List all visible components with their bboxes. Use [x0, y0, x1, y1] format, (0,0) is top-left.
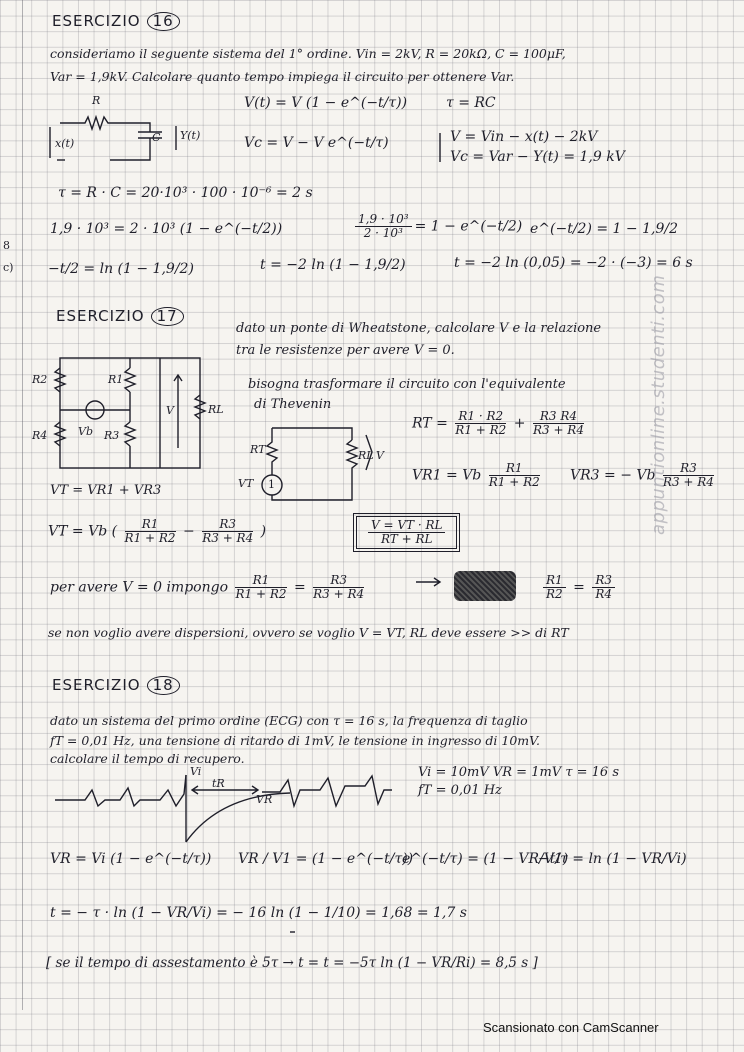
- fraction: [455, 410, 506, 437]
- eq-line1a: 1,9 · 10³ = 2 · 10³ (1 − e^(−t/2)): [50, 221, 283, 237]
- vr3-label: VR3 = − Vb: [570, 467, 656, 484]
- label-r4: R4: [32, 429, 48, 442]
- scanner-footer: Scansionato con CamScanner: [483, 1020, 659, 1035]
- eq-vt: VT = Vb ( $\frac{R1}{R1 + R2}$ − $\frac{R3}{R3 + R4}$ ): [48, 517, 267, 546]
- eq-v-boxed: [356, 516, 457, 549]
- eq-final: [ se il tempo di assestamento è 5τ → t = t = −5τ ln (1 − VR/Ri) = 8,5 s ]: [46, 955, 538, 971]
- label-rl-thevenin: RL: [358, 449, 374, 462]
- label-rl: RL: [208, 403, 224, 416]
- exercise-number: 18: [147, 676, 180, 695]
- eq-condition-result: $\frac{R1}{R2}$ = $\frac{R3}{R4}$: [540, 574, 618, 601]
- fraction: [592, 574, 615, 601]
- ex17-text-line2: tra le resistenze per avere V = 0.: [236, 343, 455, 358]
- margin-note-a: 8: [3, 239, 10, 252]
- numerator: R3: [663, 462, 714, 476]
- eq-vt: V(t) = V (1 − e^(−t/τ)): [244, 95, 408, 111]
- label-v: V: [166, 404, 174, 417]
- rt-label: RT =: [412, 415, 448, 432]
- eq-a: VR = Vi (1 − e^(−t/τ)): [50, 851, 212, 867]
- ex18-given2: fT = 0,01 Hz: [418, 783, 502, 798]
- label-r: R: [92, 94, 101, 107]
- label-vb: Vb: [78, 425, 93, 438]
- eq-rest: = 1 − e^(−t/2): [414, 218, 523, 235]
- fraction: [663, 462, 714, 489]
- eq-vr3: [570, 462, 717, 489]
- label-r2: R2: [32, 373, 48, 386]
- exercise-number: 16: [147, 12, 180, 31]
- label-r1: R1: [108, 373, 124, 386]
- numerator: R3 R4: [533, 410, 584, 424]
- eq-condition: per avere V = 0 impongo $\frac{R1}{R1 + R2}$ = $\frac{R3}{R3 + R4}$: [50, 573, 365, 602]
- fraction: [313, 574, 364, 601]
- eq-line1c: e^(−t/2) = 1 − 1,9/2: [530, 221, 678, 237]
- denominator: R3 + R4: [202, 531, 254, 546]
- fraction: [489, 462, 540, 489]
- denominator: R3 + R4: [532, 423, 584, 438]
- denominator: R1 + R2: [235, 587, 287, 602]
- exercise-18-title: [52, 676, 180, 695]
- numerator: R3: [313, 574, 364, 588]
- ex17-text-line3: bisogna trasformare il circuito con l'equivalente: [248, 377, 566, 392]
- eq-line2b: t = −2 ln (1 − 1,9/2): [260, 257, 406, 273]
- vr1-label: VR1 = Vb: [412, 467, 482, 484]
- condition-text: per avere V = 0 impongo: [50, 579, 229, 596]
- ex18-text-line3: calcolare il tempo di recupero.: [50, 751, 245, 766]
- eq-v: V = Vin − x(t) − 2kV: [450, 129, 598, 145]
- eq-line2c: t = −2 ln (0,05) = −2 · (−3) = 6 s: [454, 255, 693, 271]
- denominator: R1 + R2: [124, 531, 176, 546]
- denominator: R2: [546, 587, 563, 602]
- label-yt: Y(t): [180, 129, 201, 142]
- eq-vc: Vc = V − V e^(−t/τ): [244, 135, 389, 151]
- ex17-text-line1: dato un ponte di Wheatstone, calcolare V e la relazione: [236, 321, 602, 336]
- denominator: RT + RL: [380, 532, 433, 547]
- denominator: R1 + R2: [455, 423, 507, 438]
- wheatstone-bridge: [55, 358, 205, 468]
- numerator: R3: [592, 574, 615, 588]
- watermark: appuntionline.studenti.com: [648, 274, 669, 535]
- fraction: [125, 518, 176, 545]
- label-v-thevenin: V: [376, 449, 384, 462]
- eq-t: t = − τ · ln (1 − VR/Vi) = − 16 ln (1 − 1/10) = 1,68 = 1,7 s: [50, 905, 467, 921]
- eq-line1b: [352, 213, 522, 240]
- ex17-text-line4: di Thevenin: [254, 397, 332, 412]
- denominator: R3 + R4: [313, 587, 365, 602]
- eq-vr1: [412, 462, 543, 489]
- numerator: 1,9 · 10³: [355, 213, 412, 227]
- label-vt: VT: [238, 477, 254, 490]
- numerator: R1: [235, 574, 286, 588]
- ex17-note: se non voglio avere dispersioni, ovvero se voglio V = VT, RL deve essere >> di RT: [48, 625, 569, 640]
- exercise-title-text: ESERCIZIO: [56, 307, 145, 325]
- label-vr: VR: [256, 793, 273, 806]
- ex16-text-line1: consideriamo il seguente sistema del 1° ordine. Vin = 2kV, R = 20kΩ, C = 100μF,: [50, 46, 566, 61]
- exercise-title-text: ESERCIZIO: [52, 12, 141, 30]
- eq-d: −t/τ = ln (1 − VR/Vi): [538, 851, 687, 867]
- eq-vc2: Vc = Var − Y(t) = 1,9 kV: [450, 149, 625, 165]
- eq-c: e^(−t/τ) = (1 − VR/V1): [402, 851, 569, 867]
- margin-note-b: c): [3, 261, 14, 274]
- numerator: V = VT · RL: [368, 519, 445, 533]
- eq-line2a: −t/2 = ln (1 − 1,9/2): [48, 261, 194, 277]
- fraction: [533, 410, 584, 437]
- denominator: R3 + R4: [662, 475, 714, 490]
- numerator: R1: [125, 518, 176, 532]
- fraction: [543, 574, 566, 601]
- crossed-out-scribble: [454, 571, 516, 601]
- fraction: [202, 518, 253, 545]
- exercise-number: 17: [151, 307, 184, 326]
- label-xt: x(t): [55, 137, 75, 150]
- label-r3: R3: [104, 429, 120, 442]
- eq-vt-sum: VT = VR1 + VR3: [50, 483, 162, 498]
- numerator: R3: [202, 518, 253, 532]
- eq-b: VR / V1 = (1 − e^(−t/τ)): [238, 851, 414, 867]
- eq-tau: τ = RC: [446, 95, 496, 111]
- vt-label: VT = Vb (: [48, 523, 118, 540]
- label-rt: RT: [250, 443, 266, 456]
- ex18-text-line2: fT = 0,01 Hz, una tensione di ritardo di 1mV, le tensione in ingresso di 10mV.: [50, 733, 540, 748]
- label-c: C: [152, 131, 161, 144]
- exercise-title-text: ESERCIZIO: [52, 676, 141, 694]
- eq-calc-tau: τ = R · C = 20·10³ · 100 · 10⁻⁶ = 2 s: [58, 185, 313, 201]
- eq-rt: RT = $\frac{R1 \cdot R2}{R1 + R2}$ + $\frac{R3 R4}{R3 + R4}$: [412, 409, 584, 438]
- fraction: [355, 213, 412, 240]
- ex18-text-line1: dato un sistema del primo ordine (ECG) con τ = 16 s, la frequenza di taglio: [50, 713, 528, 728]
- numerator: R1: [543, 574, 566, 588]
- label-source-one: 1: [268, 478, 275, 491]
- ex18-given1: Vi = 10mV VR = 1mV τ = 16 s: [418, 765, 620, 780]
- exercise-17-title: [56, 307, 184, 326]
- thevenin-circuit: [262, 428, 372, 500]
- fraction: [235, 574, 286, 601]
- fraction: [368, 519, 445, 546]
- denominator: 2 · 10³: [363, 226, 403, 241]
- numerator: R1 · R2: [455, 410, 506, 424]
- numerator: R1: [489, 462, 540, 476]
- denominator: R1 + R2: [488, 475, 540, 490]
- label-tr: tR: [212, 777, 225, 790]
- denominator: R4: [595, 587, 612, 602]
- label-vi: Vi: [190, 765, 202, 778]
- ex16-text-line2: Var = 1,9kV. Calcolare quanto tempo impiega il circuito per ottenere Var.: [50, 69, 515, 84]
